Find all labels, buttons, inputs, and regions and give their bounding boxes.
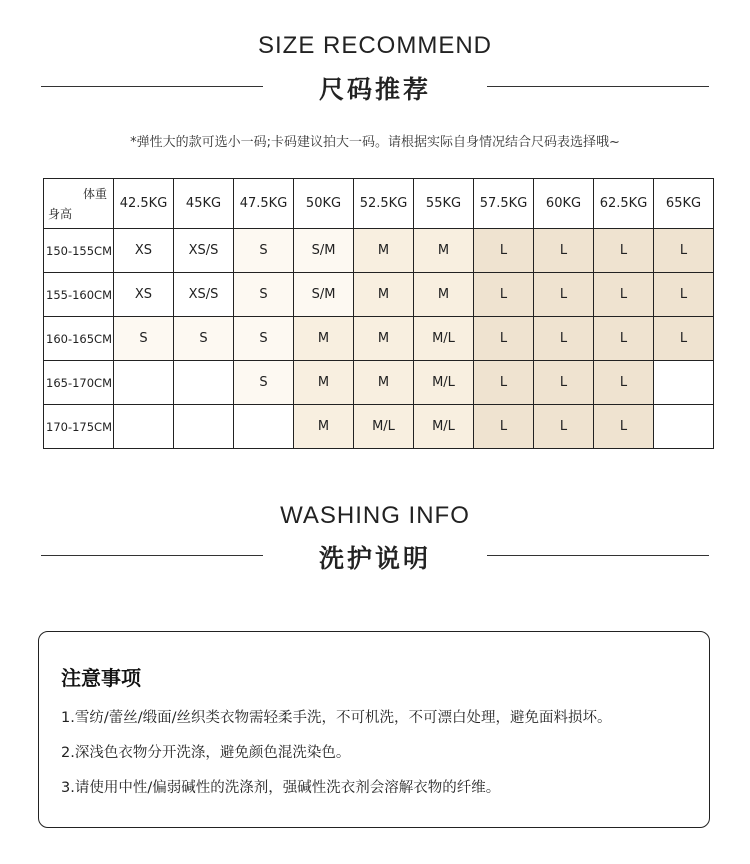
divider-right — [487, 86, 709, 87]
size-cell: M — [354, 361, 414, 405]
size-cell: M — [354, 229, 414, 273]
size-cell: M — [354, 273, 414, 317]
size-cell: L — [534, 317, 594, 361]
corner-height-label: 身高 — [48, 207, 73, 221]
size-cell — [654, 405, 714, 449]
size-cell: L — [654, 317, 714, 361]
corner-weight-label: 体重 — [82, 187, 107, 201]
size-cell: XS — [114, 229, 174, 273]
size-cell: L — [654, 273, 714, 317]
size-cell: L — [474, 405, 534, 449]
size-cell — [114, 405, 174, 449]
size-cell: M/L — [414, 361, 474, 405]
size-cell: S — [234, 229, 294, 273]
size-cell: S — [234, 361, 294, 405]
size-cell: L — [534, 405, 594, 449]
height-label: 155-160CM — [44, 273, 114, 317]
table-row — [44, 273, 714, 317]
height-label: 170-175CM — [44, 405, 114, 449]
size-cell: M/L — [354, 405, 414, 449]
corner-cell — [44, 179, 114, 229]
size-cell — [174, 405, 234, 449]
wash-title-en: WASHING INFO — [280, 502, 470, 529]
weight-header: 62.5KG — [594, 179, 654, 229]
weight-header: 50KG — [294, 179, 354, 229]
size-title-en: SIZE RECOMMEND — [257, 32, 492, 59]
table-row — [44, 317, 714, 361]
weight-header: 65KG — [654, 179, 714, 229]
weight-header: 57.5KG — [474, 179, 534, 229]
size-cell: L — [594, 361, 654, 405]
size-cell — [114, 361, 174, 405]
height-label: 160-165CM — [44, 317, 114, 361]
care-line: 3.请使用中性/偏弱碱性的洗涤剂，强碱性洗衣剂会溶解衣物的纤维。 — [61, 780, 501, 796]
weight-header: 52.5KG — [354, 179, 414, 229]
divider-right — [487, 555, 709, 556]
size-cell: L — [594, 229, 654, 273]
size-cell: L — [654, 229, 714, 273]
size-title-cn: 尺码推荐 — [318, 75, 431, 104]
size-cell — [654, 361, 714, 405]
size-cell — [234, 405, 294, 449]
size-cell: L — [534, 361, 594, 405]
size-cell: L — [474, 317, 534, 361]
table-row — [44, 361, 714, 405]
table-row — [44, 405, 714, 449]
size-cell: M/L — [414, 317, 474, 361]
size-cell: M/L — [414, 405, 474, 449]
size-cell: S — [234, 317, 294, 361]
size-table — [43, 178, 714, 449]
size-note: *弹性大的款可选小一码;卡码建议拍大一码。请根据实际自身情况结合尺码表选择哦~ — [130, 135, 620, 150]
size-cell: XS/S — [174, 229, 234, 273]
weight-header: 55KG — [414, 179, 474, 229]
weight-header: 45KG — [174, 179, 234, 229]
size-cell: M — [414, 229, 474, 273]
wash-title-cn: 洗护说明 — [318, 544, 431, 573]
care-line: 2.深浅色衣物分开洗涤，避免颜色混洗染色。 — [61, 745, 351, 761]
weight-header: 42.5KG — [114, 179, 174, 229]
size-cell: M — [294, 317, 354, 361]
weight-header: 60KG — [534, 179, 594, 229]
size-cell: XS/S — [174, 273, 234, 317]
size-cell: M — [294, 361, 354, 405]
height-label: 150-155CM — [44, 229, 114, 273]
size-cell: L — [594, 405, 654, 449]
care-notice-box — [38, 631, 710, 828]
size-cell: L — [594, 273, 654, 317]
size-cell: L — [534, 229, 594, 273]
size-cell: XS — [114, 273, 174, 317]
size-cell: L — [474, 361, 534, 405]
size-cell: S — [234, 273, 294, 317]
care-notice-title: 注意事项 — [61, 666, 141, 690]
size-cell: M — [414, 273, 474, 317]
table-row — [44, 229, 714, 273]
height-label: 165-170CM — [44, 361, 114, 405]
size-cell: L — [474, 229, 534, 273]
size-cell: S/M — [294, 229, 354, 273]
size-cell: L — [534, 273, 594, 317]
weight-header: 47.5KG — [234, 179, 294, 229]
size-cell: M — [294, 405, 354, 449]
size-cell: S — [174, 317, 234, 361]
size-cell: S/M — [294, 273, 354, 317]
size-table-header-row — [44, 179, 714, 229]
size-cell: M — [354, 317, 414, 361]
size-cell: L — [474, 273, 534, 317]
size-cell — [174, 361, 234, 405]
care-line: 1.雪纺/蕾丝/缎面/丝织类衣物需轻柔手洗，不可机洗，不可漂白处理，避免面料损坏。 — [61, 710, 612, 726]
size-cell: L — [594, 317, 654, 361]
size-cell: S — [114, 317, 174, 361]
